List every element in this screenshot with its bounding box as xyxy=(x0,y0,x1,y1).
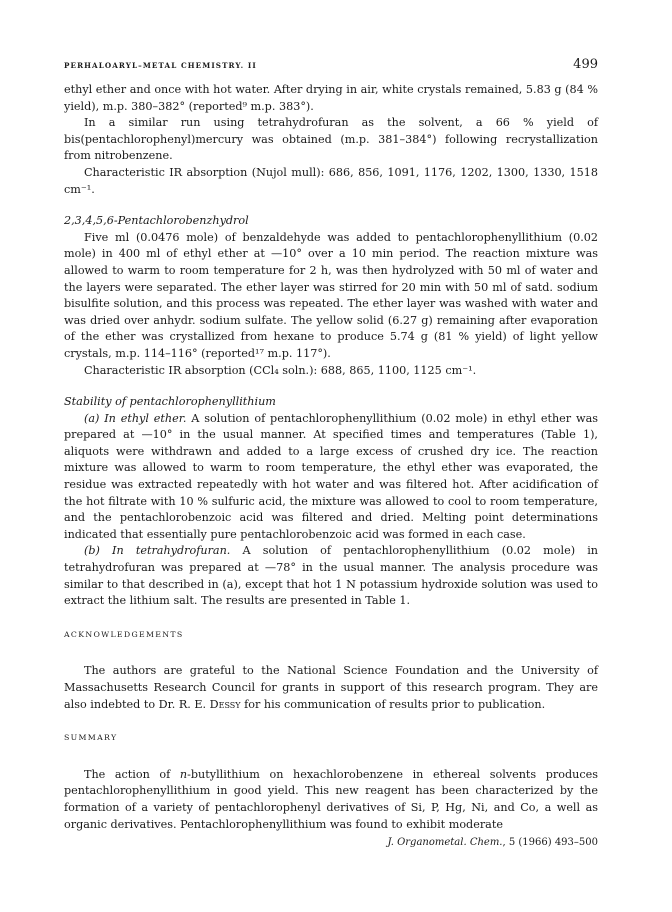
paragraph-continued: ethyl ether and once with hot water. After drying in air, white crystals remained, 5.83 g (84 % yield), m.p. 380–382° (reported⁹ m.p. 383°). xyxy=(64,83,598,113)
summary-text-before: The action of xyxy=(84,767,180,781)
subsection-label-thf: (b) In tetrahydrofuran. xyxy=(84,544,231,558)
page-number: 499 xyxy=(573,57,598,72)
article-body xyxy=(64,82,598,833)
journal-citation xyxy=(387,837,598,848)
stability-ether-text: A solution of pentachlorophenyllithium (0.02 mole) in ethyl ether was prepared at —10° in the usual manner. At specified times and temperatures (Table 1), aliquots were withdrawn and added to a large excess of crushed dry ice. The reaction mixture was allowed to warm to room temperature, the ethyl ether was evaporated, the residue was extracted repeatedly with hot water and was filtered hot. After acidification of the hot filtrate with 10 % sulfuric acid, the mixture was allowed to cool to room temperature, and the pentachlorobenzoic acid was filtered and dried. Melting point determinations indicated that essentially pure pentachlorobenzoic acid was formed in each case. xyxy=(64,411,598,541)
summary-n-italic: n xyxy=(179,767,188,781)
ack-text-before: The authors are grateful to the National Science Foundation and the University of Massachusetts Research Council for grants in support of this research program. They are also indebted to Dr. R. E. xyxy=(64,664,598,711)
paragraph-thf-run: In a similar run using tetrahydrofuran as the solvent, a 66 % yield of bis(pentachlorophenyl)mercury was obtained (m.p. 381–384°) following recrystallization from nitrobenzene. xyxy=(64,116,598,163)
paragraph-benzhydrol-procedure: Five ml (0.0476 mole) of benzaldehyde was added to pentachlorophenyllithium (0.02 mole) in 400 ml of ethyl ether at —10° over a 10 min period. The reaction mixture was allowed to warm to room temperature for 2 h, was then hydrolyzed with 50 ml of water and the layers were separated. The ether layer was stirred for 20 min with 50 ml of satd. sodium bisulfite solution, and this process was repeated. The ether layer was washed with water and was dried over anhydr. sodium sulfate. The yellow solid (6.27 g) remaining after evaporation of the ether was crystallized from hexane to produce 5.74 g (81 % yield) of light yellow crystals, m.p. 114–116° (reported¹⁷ m.p. 117°). xyxy=(64,230,598,360)
paragraph-stability-ether xyxy=(64,411,598,544)
paragraph-ir-mercury: Characteristic IR absorption (Nujol mull): 686, 856, 1091, 1176, 1202, 1300, 1330, 1518 cm⁻¹. xyxy=(64,165,598,196)
ack-text-after: for his communication of results prior to publication. xyxy=(240,697,546,711)
subsection-label-ether: (a) In ethyl ether. xyxy=(84,411,187,425)
running-header xyxy=(64,57,598,72)
ack-name: Dessy xyxy=(209,697,241,711)
journal-volume-pages: , 5 (1966) 493–500 xyxy=(502,837,598,848)
acknowledgements-text xyxy=(64,663,598,713)
journal-name: J. Organometal. Chem. xyxy=(387,837,503,848)
summary-text xyxy=(64,767,598,833)
summary-heading: SUMMARY xyxy=(64,733,118,743)
paragraph-benzhydrol-ir: Characteristic IR absorption (CCl₄ soln.): 688, 865, 1100, 1125 cm⁻¹. xyxy=(84,363,477,377)
running-title: PERHALOARYL–METAL CHEMISTRY. II xyxy=(64,61,257,70)
acknowledgements-heading: ACKNOWLEDGEMENTS xyxy=(64,629,184,639)
stability-thf-text: A solution of pentachlorophenyllithium (0.02 mole) in tetrahydrofuran was prepared at —78° in the usual manner. The analysis procedure was similar to that described in (a), except that hot 1 N potassium hydroxide solution was used to extract the lithium salt. The results are presented in Table 1. xyxy=(64,544,599,608)
section-heading-benzhydrol: 2,3,4,5,6-Pentachlorobenzhydrol xyxy=(64,214,249,228)
section-heading-stability: Stability of pentachlorophenyllithium xyxy=(64,395,276,409)
paragraph-stability-thf xyxy=(64,543,598,609)
summary-text-after: -butyllithium on hexachlorobenzene in ethereal solvents produces pentachlorophenyllithium in good yield. This new reagent has been characterized by the formation of a variety of pentachlorophenyl derivatives of Si, P, Hg, Ni, and Co, a well as organic derivatives. Pentachlorophenyllithium was found to exhibit moderate xyxy=(64,767,598,831)
